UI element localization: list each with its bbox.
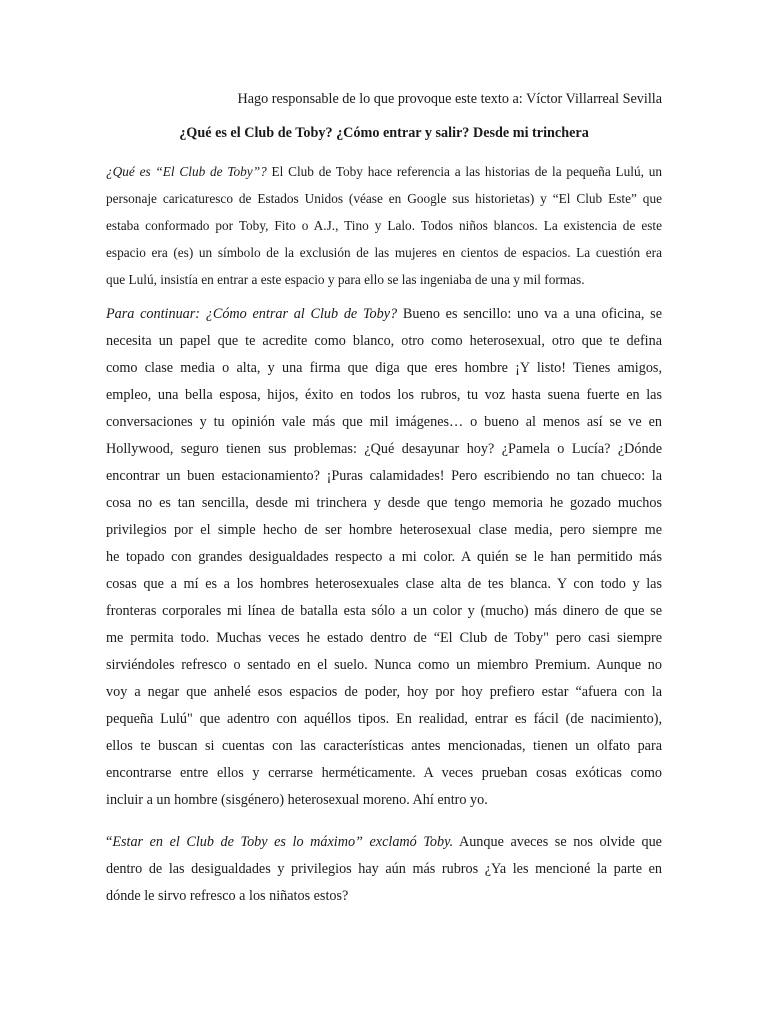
paragraph-line: conversaciones y tu opinión vale más que mil imágenes… o bueno al menos así se ve en [106, 414, 662, 430]
paragraph-3-lead: Estar en el Club de Toby es lo máximo” exclamó Toby. [112, 834, 454, 850]
paragraph-line: necesita un papel que te acredite como blanco, otro como heterosexual, otro que te defina [106, 333, 662, 349]
paragraph-line: he topado con grandes desigualdades respecto a mi color. A quién se le han permitido más [106, 549, 662, 565]
paragraph-line: Hollywood, seguro tienen sus problemas: ¿Qué desayunar hoy? ¿Pamela o Lucía? ¿Dónde [106, 441, 662, 457]
paragraph-line: incluir a un hombre (sisgénero) heterosexual moreno. Ahí entro yo. [106, 792, 488, 808]
paragraph-1-lead: ¿Qué es “El Club de Toby”? [106, 164, 267, 179]
paragraph-line: cosa no es tan sencilla, desde mi trinchera y desde que tengo memoria he gozado muchos [106, 495, 662, 511]
paragraph-line: ellos te buscan si cuentas con las características antes mencionadas, tienen un olfato para [106, 738, 662, 754]
paragraph-line: me permita todo. Muchas veces he estado dentro de “El Club de Toby" pero casi siempre [106, 630, 662, 646]
attribution-line: Hago responsable de lo que provoque este texto a: Víctor Villarreal Sevilla [237, 91, 662, 107]
paragraph-line: empleo, una bella esposa, hijos, éxito en todos los rubros, tu voz hasta suena fuerte en las [106, 387, 662, 403]
paragraph-line: Para continuar: ¿Cómo entrar al Club de Toby? Bueno es sencillo: uno va a una oficina, se [106, 306, 662, 322]
paragraph-line: encontrar un buen estacionamiento? ¡Puras calamidades! Pero escribiendo no tan chueco: la [106, 468, 662, 484]
paragraph-line: encontrarse entre ellos y cerrarse herméticamente. A veces prueban cosas exóticas como [106, 765, 662, 781]
open-quote: “ [106, 834, 113, 850]
paragraph-line: personaje caricaturesco de Estados Unidos (véase en Google sus historietas) y “El Club Este” que [106, 191, 662, 206]
paragraph-line: voy a negar que anhelé esos espacios de poder, hoy por hoy prefiero estar “afuera con la [106, 684, 662, 700]
paragraph-line: fronteras corporales mi línea de batalla esta sólo a un color y (mucho) más dinero de que se [106, 603, 662, 619]
paragraph-line: sirviéndoles refresco o sentado en el suelo. Nunca como un miembro Premium. Aunque no [106, 657, 662, 673]
paragraph-line: cosas que a mí es a los hombres heterosexuales clase alta de tes blanca. Y con todo y las [106, 576, 662, 592]
paragraph-line: espacio era (es) un símbolo de la exclusión de las mujeres en cientos de espacios. La cuestión era [106, 245, 662, 260]
paragraph-3 [106, 829, 662, 910]
paragraph-line: pequeña Lulú" que adentro con aquéllos tipos. En realidad, entrar es fácil (de nacimiento), [106, 711, 662, 727]
paragraph-line: “Estar en el Club de Toby es lo máximo” exclamó Toby. Aunque aveces se nos olvide que [106, 834, 662, 850]
document-title: ¿Qué es el Club de Toby? ¿Cómo entrar y salir? Desde mi trinchera [179, 125, 589, 141]
paragraph-2 [106, 301, 662, 814]
paragraph-line: dentro de las desigualdades y privilegios hay aún más rubros ¿Ya les mencioné la parte en [106, 861, 662, 877]
paragraph-2-lead: Para continuar: ¿Cómo entrar al Club de Toby? [106, 306, 398, 322]
paragraph-line: como clase media o alta, y una firma que diga que eres hombre ¡Y listo! Tienes amigos, [106, 360, 662, 376]
paragraph-line: que Lulú, insistía en entrar a este espacio y para ello se las ingeniaba de una y mil formas. [106, 272, 585, 287]
paragraph-line: ¿Qué es “El Club de Toby”? El Club de Toby hace referencia a las historias de la pequeña Lulú, un [106, 164, 662, 179]
paragraph-line: dónde le sirvo refresco a los niñatos estos? [106, 888, 349, 904]
paragraph-1 [106, 158, 662, 293]
paragraph-line: privilegios por el simple hecho de ser hombre heterosexual clase media, pero siempre me [106, 522, 662, 538]
paragraph-line: estaba conformado por Toby, Fito o A.J., Tino y Lalo. Todos niños blancos. La existencia de este [106, 218, 662, 233]
